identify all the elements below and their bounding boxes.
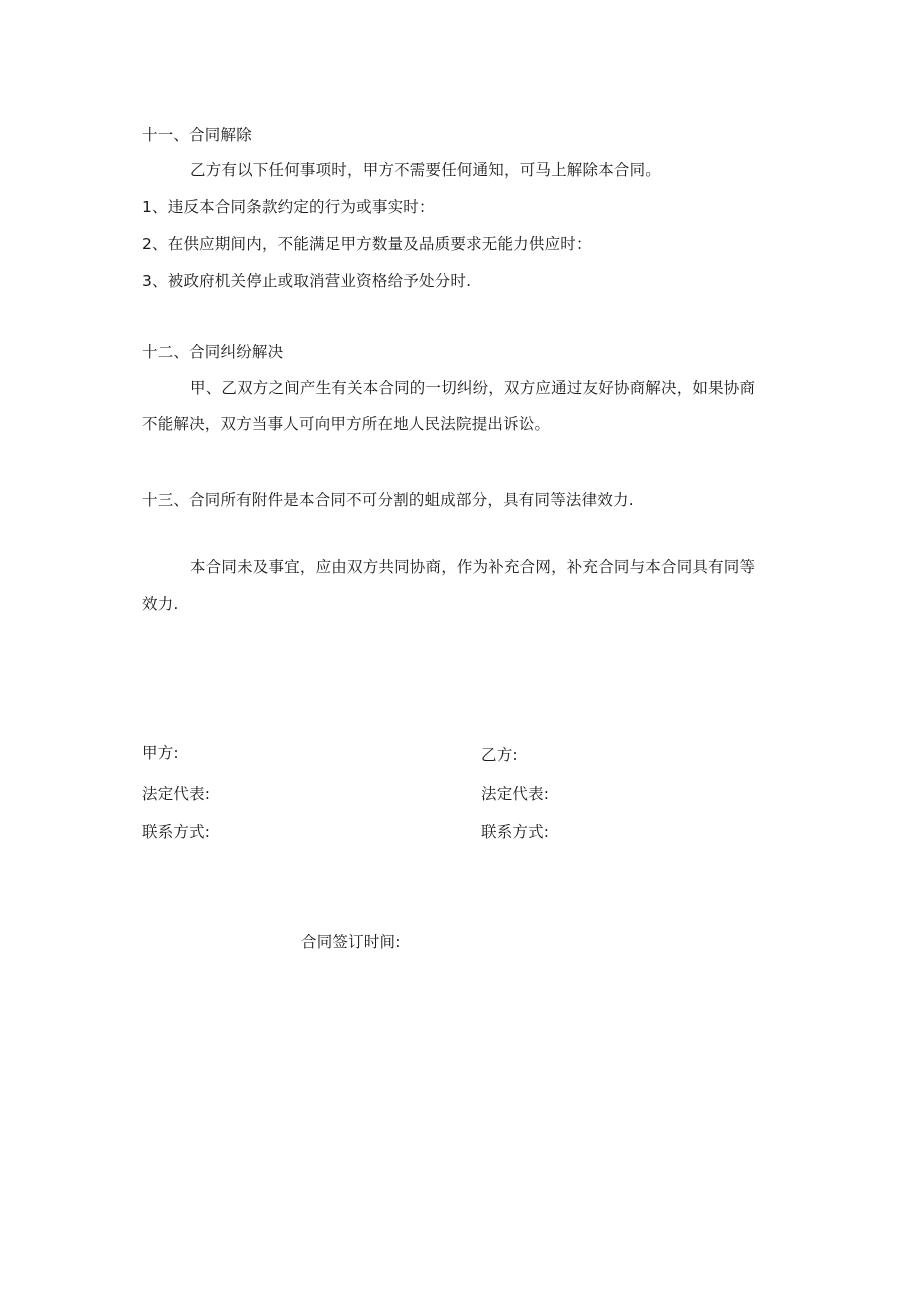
section-11-item-2: 2、在供应期间内，不能满足甲方数量及品质要求无能力供应时： bbox=[142, 235, 592, 253]
section-11-heading: 十一、合同解除 bbox=[142, 126, 252, 144]
section-12-heading: 十二、合同纠纷解决 bbox=[142, 343, 284, 361]
party-a-rep-label: 法定代表: bbox=[142, 785, 211, 803]
party-b-contact-label: 联系方式: bbox=[481, 823, 550, 841]
party-a-label: 甲方: bbox=[142, 744, 179, 762]
party-b-label: 乙方: bbox=[481, 746, 518, 764]
section-11-intro: 乙方有以下任何事项时，甲方不需要任何通知，可马上解除本合同。 bbox=[190, 161, 662, 179]
signing-date-label: 合同签订时间: bbox=[301, 933, 401, 951]
supplement-line-1: 本合同未及事宜，应由双方共同协商，作为补充合网，补充合同与本合同具有同等 bbox=[190, 558, 756, 576]
section-13-text: 十三、合同所有附件是本合同不可分割的蛆成部分，具有同等法律效力. bbox=[142, 491, 634, 509]
section-12-body-line-2: 不能解决，双方当事人可向甲方所在地人民法院提出诉讼。 bbox=[142, 415, 551, 433]
section-12-body-line-1: 甲、乙双方之间产生有关本合同的一切纠纷，双方应通过友好协商解决，如果协商 bbox=[190, 379, 756, 397]
party-a-contact-label: 联系方式: bbox=[142, 823, 211, 841]
section-11-item-1: 1、违反本合同条款约定的行为或事实时： bbox=[142, 198, 435, 216]
party-b-rep-label: 法定代表: bbox=[481, 785, 550, 803]
supplement-line-2: 效力. bbox=[142, 595, 179, 613]
section-11-item-3: 3、被政府机关停止或取消营业资格给予处分时. bbox=[142, 272, 472, 290]
